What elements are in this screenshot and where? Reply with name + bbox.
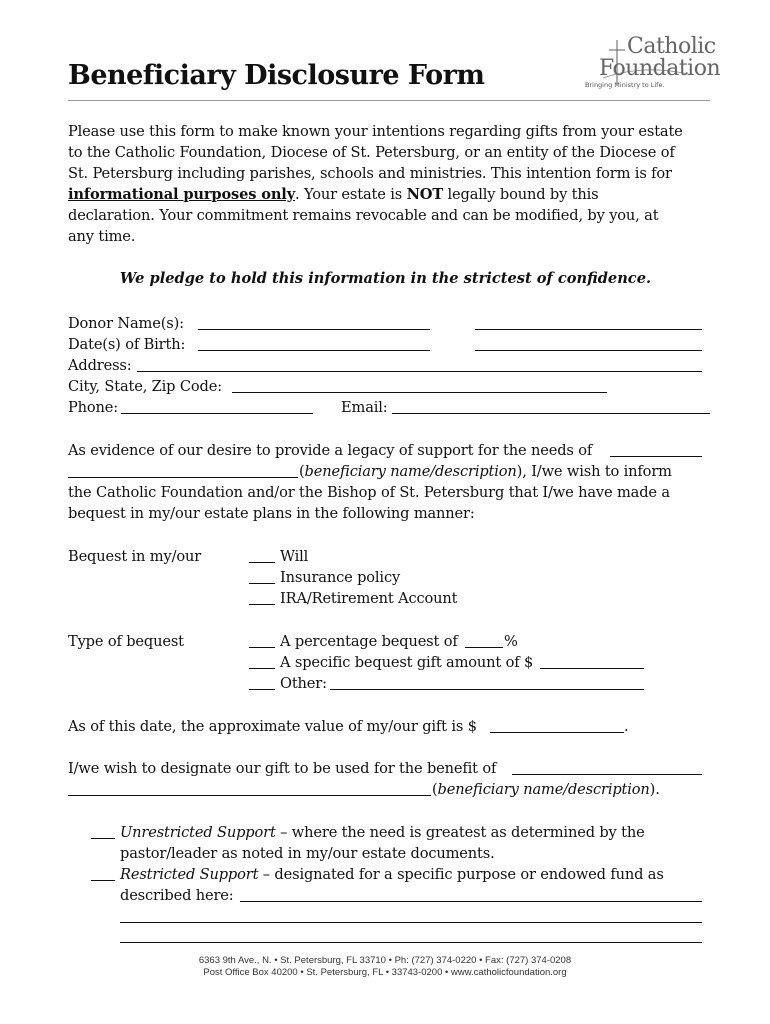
logo-text-foundation: Foundation — [599, 56, 721, 81]
city-state-zip-label: City, State, Zip Code: — [68, 378, 222, 395]
bequest-label: Bequest in my/our — [68, 548, 202, 565]
type-percentage: A percentage bequest of — [280, 633, 458, 650]
beneficiary-field-part-1[interactable] — [610, 456, 702, 457]
will-checkbox[interactable] — [249, 562, 275, 563]
unrestricted-label: Unrestricted Support — [120, 824, 276, 841]
designate-end: ). — [649, 781, 660, 798]
page-title: Beneficiary Disclosure Form — [68, 60, 485, 91]
restricted-description-field-2[interactable] — [120, 922, 702, 923]
dob-label: Date(s) of Birth: — [68, 336, 186, 353]
intro-line-4-mid: . Your estate is — [295, 186, 407, 203]
footer-address-line: 6363 9th Ave., N. • St. Petersburg, FL 33710 • Ph: (727) 374-0220 • Fax: (727) 374-0208 — [198, 955, 572, 966]
restricted-description-field-3[interactable] — [120, 942, 702, 943]
evidence-line-1: As evidence of our desire to provide a legacy of support for the needs of — [68, 442, 593, 459]
intro-line-3: St. Petersburg including parishes, schools and ministries. This intention form is for — [68, 165, 672, 182]
donor-names-label: Donor Name(s): — [68, 315, 184, 332]
intro-line-2: to the Catholic Foundation, Diocese of St. Petersburg, or an entity of the Diocese of — [68, 144, 675, 161]
percentage-field[interactable] — [465, 647, 503, 648]
value-field[interactable] — [490, 732, 624, 733]
other-field[interactable] — [330, 689, 644, 690]
unrestricted-text: – where the need is greatest as determined by the — [275, 824, 645, 841]
restricted-checkbox[interactable] — [91, 880, 115, 881]
designate-field-part-1[interactable] — [512, 774, 702, 775]
restricted-option — [120, 864, 664, 885]
intro-line-6: any time. — [68, 228, 136, 245]
header-divider — [68, 100, 710, 101]
evidence-line-4: bequest in my/our estate plans in the following manner: — [68, 505, 475, 522]
intro-line-4-end: legally bound by this — [443, 186, 599, 203]
footer-po-box-line: Post Office Box 40200 • St. Petersburg, FL • 33743-0200 • www.catholicfoundation.org — [203, 967, 567, 978]
ira-checkbox[interactable] — [249, 604, 275, 605]
intro-line-4 — [68, 184, 599, 205]
restricted-label: Restricted Support — [120, 866, 259, 883]
dob-1-field[interactable] — [198, 350, 430, 351]
other-checkbox[interactable] — [249, 689, 275, 690]
value-label: As of this date, the approximate value of my/our gift is $ — [68, 718, 477, 735]
beneficiary-field-part-2[interactable] — [68, 477, 298, 478]
dob-2-field[interactable] — [475, 350, 702, 351]
restricted-description-field-1[interactable] — [240, 901, 702, 902]
evidence-line-3: the Catholic Foundation and/or the Bishop of St. Petersburg that I/we have made a — [68, 484, 670, 501]
catholic-foundation-logo — [583, 34, 721, 96]
informational-emphasis: informational purposes only — [68, 186, 296, 203]
type-label: Type of bequest — [68, 633, 184, 650]
not-emphasis: NOT — [406, 186, 444, 203]
designate-line-1: I/we wish to designate our gift to be used for the benefit of — [68, 760, 497, 777]
intro-line-1: Please use this form to make known your intentions regarding gifts from your estate — [68, 123, 683, 140]
restricted-text: – designated for a specific purpose or endowed fund as — [258, 866, 664, 883]
designate-hint: beneficiary name/description — [437, 781, 650, 798]
logo-tagline: Bringing Ministry to Life. — [585, 81, 665, 89]
evidence-line-2: (beneficiary name/description), I/we wish to inform — [299, 463, 672, 480]
logo-text-catholic: Catholic — [627, 34, 716, 59]
insurance-checkbox[interactable] — [249, 583, 275, 584]
bequest-option-ira: IRA/Retirement Account — [280, 590, 458, 607]
address-label: Address: — [68, 357, 132, 374]
beneficiary-hint: beneficiary name/description — [304, 463, 517, 480]
specific-amount-field[interactable] — [540, 668, 644, 669]
city-state-zip-field[interactable] — [232, 392, 607, 393]
pledge-statement: We pledge to hold this information in the strictest of confidence. — [119, 270, 652, 287]
intro-line-5: declaration. Your commitment remains revocable and can be modified, by you, at — [68, 207, 659, 224]
unrestricted-option — [120, 822, 645, 843]
address-field[interactable] — [137, 371, 702, 372]
unrestricted-line-2: pastor/leader as noted in my/our estate documents. — [120, 845, 495, 862]
unrestricted-checkbox[interactable] — [91, 838, 115, 839]
evidence-line-2-end: ), I/we wish to inform — [516, 463, 672, 480]
specific-checkbox[interactable] — [249, 668, 275, 669]
value-period: . — [624, 718, 629, 735]
donor-name-1-field[interactable] — [198, 329, 430, 330]
designate-line-2: (beneficiary name/description). — [432, 781, 660, 798]
email-label: Email: — [341, 399, 388, 416]
email-field[interactable] — [392, 413, 710, 414]
restricted-line-2: described here: — [120, 887, 234, 904]
percent-sign: % — [504, 633, 518, 650]
phone-label: Phone: — [68, 399, 119, 416]
type-specific: A specific bequest gift amount of $ — [280, 654, 534, 671]
phone-field[interactable] — [121, 413, 313, 414]
bequest-option-will: Will — [280, 548, 309, 565]
donor-name-2-field[interactable] — [475, 329, 702, 330]
type-other: Other: — [280, 675, 327, 692]
percentage-checkbox[interactable] — [249, 647, 275, 648]
designate-field-part-2[interactable] — [68, 795, 431, 796]
bequest-option-insurance: Insurance policy — [280, 569, 401, 586]
